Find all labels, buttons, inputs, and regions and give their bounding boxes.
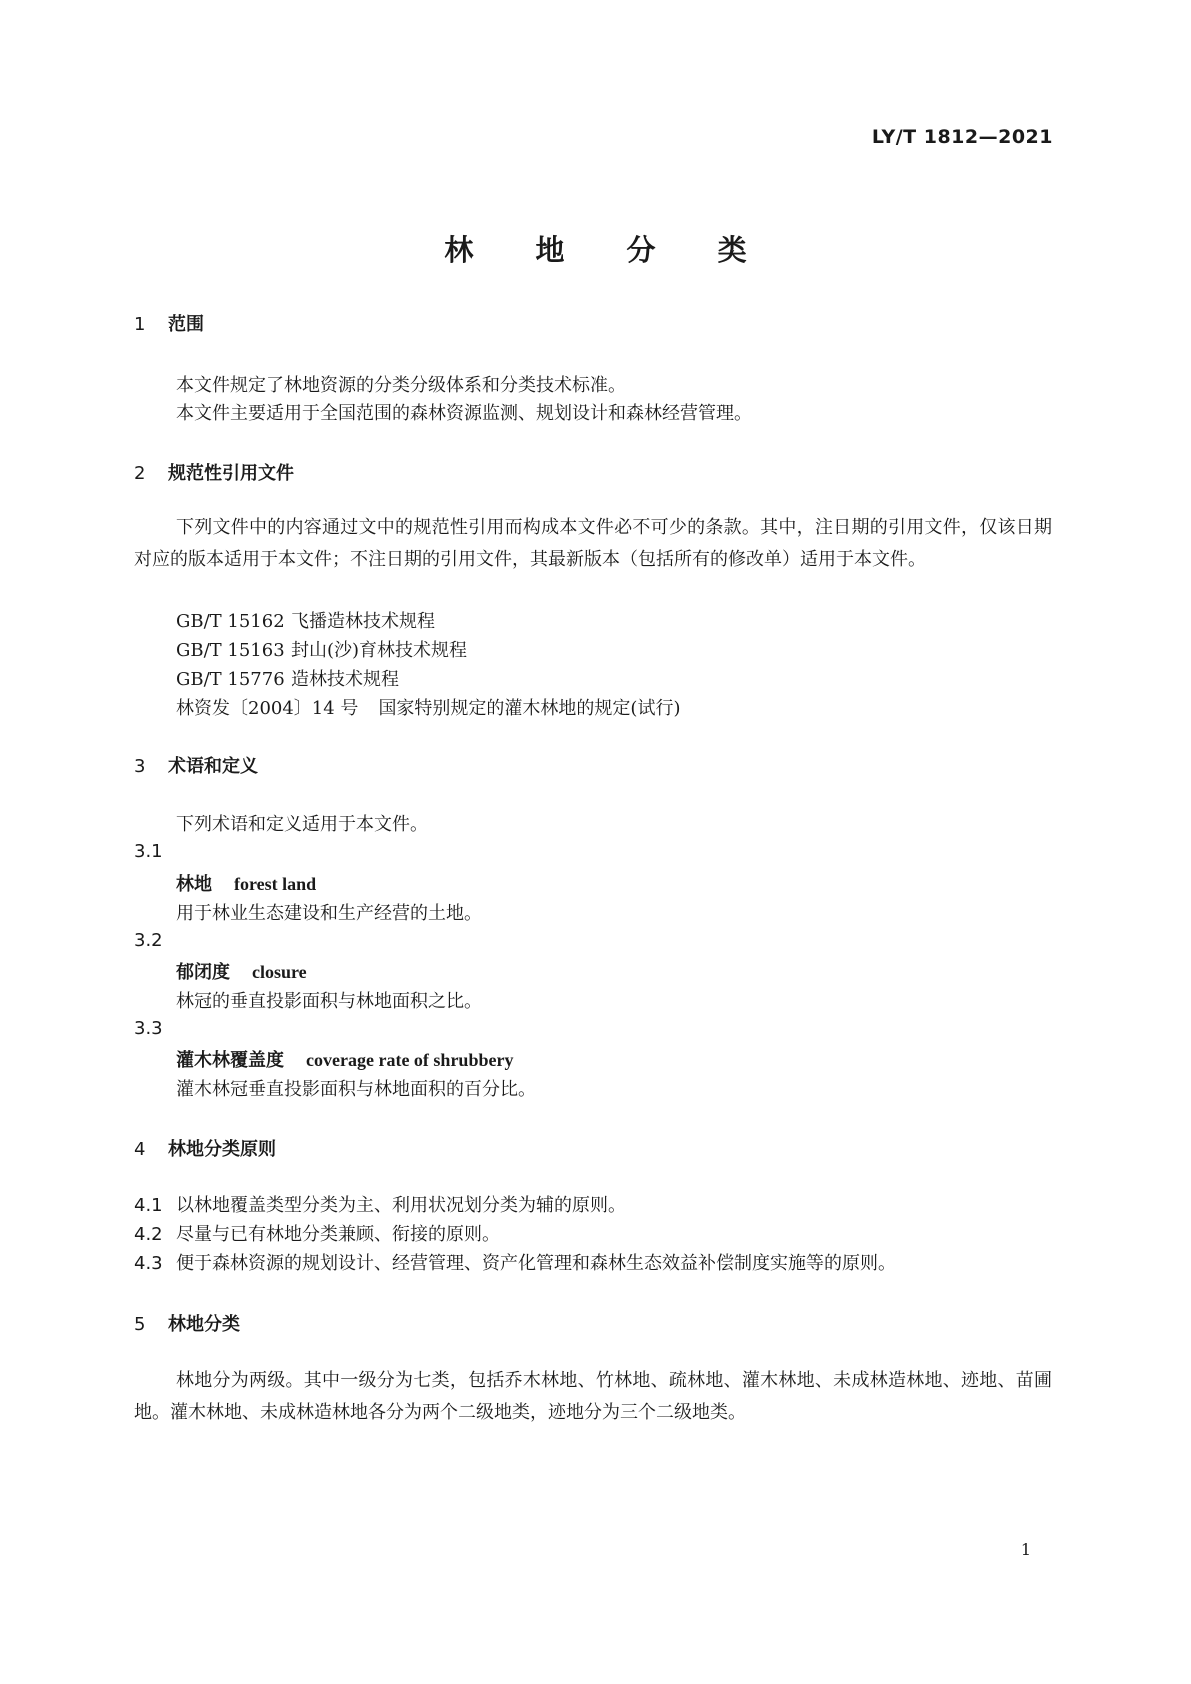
term-cn: 林地 <box>176 874 212 895</box>
section-1-number: 1 <box>134 314 146 335</box>
page-number: 1 <box>1020 1540 1031 1559</box>
reference-item <box>176 607 435 633</box>
section-1-title: 范围 <box>168 314 204 335</box>
reference-title: 飞播造林技术规程 <box>291 611 435 632</box>
term-heading <box>176 1046 513 1072</box>
section-2-number: 2 <box>134 463 146 484</box>
reference-title: 国家特别规定的灌木林地的规定(试行) <box>378 698 681 719</box>
clause-number: 4.2 <box>134 1224 163 1245</box>
section-1-paragraph-2: 本文件主要适用于全国范围的森林资源监测、规划设计和森林经营管理。 <box>176 403 752 424</box>
section-5-number: 5 <box>134 1314 146 1335</box>
reference-item <box>176 665 399 691</box>
term-heading <box>176 870 316 896</box>
term-number: 3.1 <box>134 841 163 862</box>
reference-item <box>176 636 467 662</box>
section-4-heading <box>134 1135 276 1161</box>
reference-code: 林资发〔2004〕14 号 <box>176 698 359 719</box>
section-3-intro: 下列术语和定义适用于本文件。 <box>176 814 428 835</box>
term-en: closure <box>252 962 307 982</box>
reference-title: 造林技术规程 <box>291 669 399 690</box>
standard-code: LY/T 1812—2021 <box>871 126 1053 148</box>
term-number: 3.2 <box>134 930 163 951</box>
clause-number: 4.1 <box>134 1195 163 1216</box>
section-2-heading <box>134 459 294 485</box>
clause-item <box>134 1191 626 1217</box>
section-3-title: 术语和定义 <box>168 756 258 777</box>
section-1-heading <box>134 310 204 336</box>
term-cn: 灌木林覆盖度 <box>176 1050 284 1071</box>
term-definition: 林冠的垂直投影面积与林地面积之比。 <box>176 991 482 1012</box>
section-4-number: 4 <box>134 1139 146 1160</box>
term-definition: 用于林业生态建设和生产经营的土地。 <box>176 903 482 924</box>
clause-item <box>134 1220 500 1246</box>
term-definition: 灌木林冠垂直投影面积与林地面积的百分比。 <box>176 1079 536 1100</box>
document-title: 林 地 分 类 <box>444 233 773 267</box>
clause-item <box>134 1249 896 1275</box>
reference-code: GB/T 15776 <box>176 669 285 690</box>
reference-code: GB/T 15162 <box>176 611 285 632</box>
section-5-paragraph: 林地分为两级。其中一级分为七类，包括乔木林地、竹林地、疏林地、灌木林地、未成林造林地、迹地、苗圃地。灌木林地、未成林造林地各分为两个二级地类，迹地分为三个二级地类。 <box>134 1370 1052 1423</box>
reference-item <box>176 694 680 720</box>
section-3-number: 3 <box>134 756 146 777</box>
section-1-paragraph-1: 本文件规定了林地资源的分类分级体系和分类技术标准。 <box>176 375 626 396</box>
section-2-title: 规范性引用文件 <box>168 463 294 484</box>
clause-text: 尽量与已有林地分类兼顾、衔接的原则。 <box>176 1224 500 1245</box>
term-en: coverage rate of shrubbery <box>306 1050 514 1070</box>
term-cn: 郁闭度 <box>176 962 230 983</box>
clause-text: 便于森林资源的规划设计、经营管理、资产化管理和森林生态效益补偿制度实施等的原则。 <box>176 1253 896 1274</box>
reference-title: 封山(沙)育林技术规程 <box>291 640 468 661</box>
section-5-title: 林地分类 <box>168 1314 240 1335</box>
reference-code: GB/T 15163 <box>176 640 285 661</box>
clause-text: 以林地覆盖类型分类为主、利用状况划分类为辅的原则。 <box>176 1195 626 1216</box>
term-number: 3.3 <box>134 1018 163 1039</box>
term-en: forest land <box>234 874 317 894</box>
term-heading <box>176 958 307 984</box>
clause-number: 4.3 <box>134 1253 163 1274</box>
section-2-intro: 下列文件中的内容通过文中的规范性引用而构成本文件必不可少的条款。其中，注日期的引用文件，仅该日期对应的版本适用于本文件；不注日期的引用文件，其最新版本（包括所有的修改单）适用于本文件。 <box>134 517 1052 570</box>
section-4-title: 林地分类原则 <box>168 1139 276 1160</box>
section-3-heading <box>134 752 258 778</box>
section-5-heading <box>134 1310 240 1336</box>
